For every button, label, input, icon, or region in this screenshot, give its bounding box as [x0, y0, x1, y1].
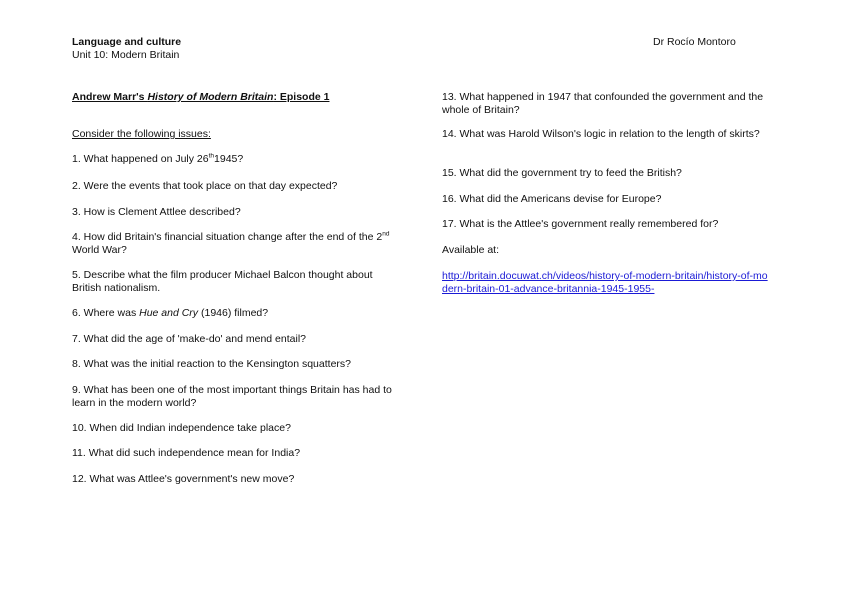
heading-prefix: Andrew Marr's	[72, 91, 148, 103]
question-12: 12. What was Attlee's government's new move?	[72, 473, 295, 485]
intro-text: Consider the following issues:	[72, 128, 211, 140]
question-4-end: World War?	[72, 243, 127, 256]
heading-title: History of Modern Britain	[147, 91, 274, 103]
question-2: 2. Were the events that took place on that day expected?	[72, 180, 338, 192]
question-1-text: 1. What happened on July 26	[72, 153, 209, 165]
question-4	[72, 231, 402, 256]
question-14: 14. What was Harold Wilson's logic in relation to the length of skirts?	[442, 128, 760, 140]
course-title: Language and culture	[72, 36, 182, 48]
question-6-end: (1946) filmed?	[198, 307, 269, 319]
question-7: 7. What did the age of 'make-do' and mend entail?	[72, 333, 306, 345]
question-13: 13. What happened in 1947 that confounded the government and the whole of Britain?	[442, 91, 764, 116]
question-6-film-title: Hue and Cry	[139, 307, 199, 319]
question-1-sup: th	[208, 152, 215, 160]
question-11: 11. What did such independence mean for India?	[72, 447, 301, 459]
question-1-end: 1945?	[214, 153, 244, 165]
question-9: 9. What has been one of the most important things Britain has had to learn in the modern world?	[72, 384, 392, 409]
question-5: 5. Describe what the film producer Michael Balcon thought about British nationalism.	[72, 269, 373, 294]
question-1	[72, 153, 402, 166]
question-4-text: 4. How did Britain's financial situation change after the end of the 2	[72, 231, 383, 243]
question-16: 16. What did the Americans devise for Europe?	[442, 193, 662, 205]
question-17: 17. What is the Attlee's government really remembered for?	[442, 218, 719, 230]
available-label: Available at:	[442, 244, 500, 256]
question-6	[72, 307, 402, 320]
author-name: Dr Rocío Montoro	[653, 36, 736, 48]
question-4-sup: nd	[382, 230, 390, 238]
unit-title: Unit 10: Modern Britain	[72, 49, 180, 61]
question-10: 10. When did Indian independence take place?	[72, 422, 291, 434]
worksheet-heading	[72, 91, 402, 104]
heading-suffix: : Episode 1	[273, 91, 330, 103]
question-8: 8. What was the initial reaction to the Kensington squatters?	[72, 358, 351, 370]
question-6-text: 6. Where was	[72, 307, 140, 319]
question-15: 15. What did the government try to feed the British?	[442, 167, 682, 179]
source-link[interactable]: http://britain.docuwat.ch/videos/history-of-modern-britain/history-of-modern-britain-01-advance-britannia-1945-1955-	[442, 270, 768, 295]
question-3: 3. How is Clement Attlee described?	[72, 206, 241, 218]
